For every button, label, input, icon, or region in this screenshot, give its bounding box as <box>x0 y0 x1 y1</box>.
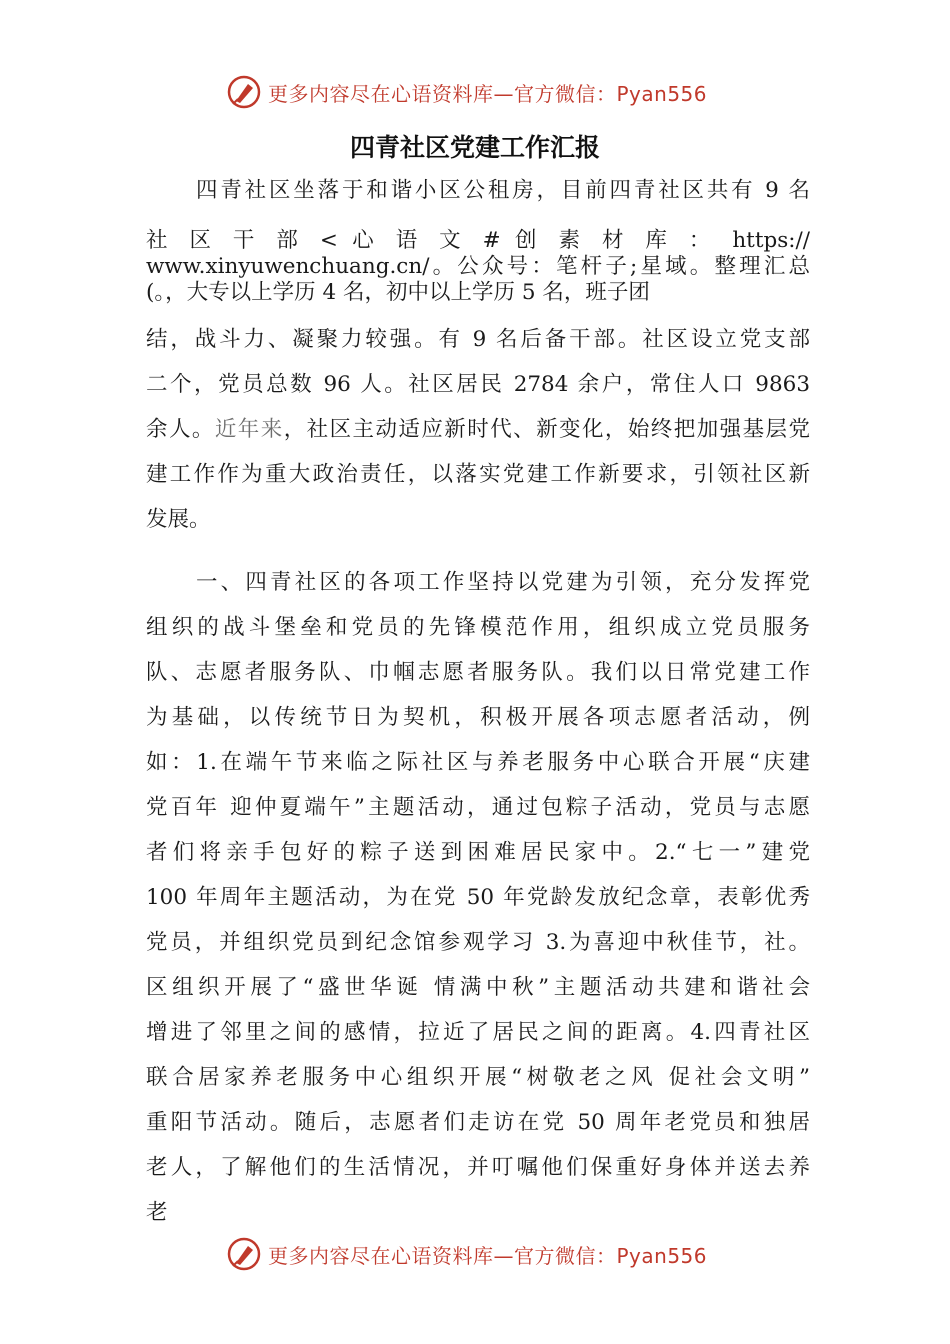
page-title: 四青社区党建工作汇报 <box>349 133 600 162</box>
text-line: 四青社区坐落于和谐小区公租房，目前四青社区共有 9 名 <box>196 178 810 203</box>
footer-watermark <box>0 1232 950 1276</box>
text-line: 队、志愿者服务队、巾帼志愿者服务队。我们以日常党建工作 <box>146 660 810 685</box>
text-line: 重阳节活动。随后，志愿者们走访在党 50 周年老党员和独居 <box>146 1110 810 1135</box>
text-segment-muted: 近年来 <box>214 417 284 442</box>
pen-nib-logo-icon <box>226 1236 262 1272</box>
text-segment: 余人。 <box>146 417 215 442</box>
text-line: 如：1.在端午节来临之际社区与养老服务中心联合开展“庆建 <box>146 750 810 775</box>
text-line: 区组织开展了“盛世华诞 情满中秋”主题活动共建和谐社会 <box>146 975 810 1000</box>
watermark-text: 更多内容尽在心语资料库—官方微信：Pyan556 <box>268 81 708 106</box>
text-line: (。，大专以上学历 4 名，初中以上学历 5 名，班子团 <box>146 280 650 305</box>
watermark-text: 更多内容尽在心语资料库—官方微信：Pyan556 <box>268 1243 708 1268</box>
pen-nib-logo-icon <box>226 74 262 110</box>
text-line: 党百年 迎仲夏端午”主题活动，通过包粽子活动，党员与志愿 <box>146 795 810 820</box>
text-segment: ，社区主动适应新时代、新变化，始终把加强基层党 <box>283 417 810 442</box>
text-line: 组织的战斗堡垒和党员的先锋模范作用，组织成立党员服务 <box>146 615 810 640</box>
text-line: 发展。 <box>146 507 211 532</box>
text-line: 者们将亲手包好的粽子送到困难居民家中。2.“七一”建党 <box>146 840 810 865</box>
text-line <box>146 415 810 445</box>
text-line: 二个，党员总数 96 人。社区居民 2784 余户，常住人口 9863 <box>146 372 810 397</box>
text-line: www.xinyuwenchuang.cn/。公众号：笔杆子;星域。整理汇总 <box>146 254 810 279</box>
text-line: 建工作作为重大政治责任，以落实党建工作新要求，引领社区新 <box>146 462 810 487</box>
header-watermark <box>0 70 950 114</box>
text-line: 一、四青社区的各项工作坚持以党建为引领，充分发挥党 <box>196 570 810 595</box>
text-line: 老人，了解他们的生活情况，并叮嘱他们保重好身体并送去养 <box>146 1155 810 1180</box>
text-line: 结，战斗力、凝聚力较强。有 9 名后备干部。社区设立党支部 <box>146 327 810 352</box>
text-line: 100 年周年主题活动，为在党 50 年党龄发放纪念章，表彰优秀 <box>146 885 810 910</box>
text-line: 为基础，以传统节日为契机，积极开展各项志愿者活动，例 <box>146 705 810 730</box>
text-line: 老 <box>146 1200 168 1225</box>
text-line: 党员，并组织党员到纪念馆参观学习 3.为喜迎中秋佳节，社。 <box>146 930 810 955</box>
text-line: 联合居家养老服务中心组织开展“树敬老之风 促社会文明” <box>146 1065 810 1090</box>
text-line: 社 区 干 部 < 心 语 文 # 创 素 材 库 ： https:// <box>146 228 810 253</box>
text-line: 增进了邻里之间的感情，拉近了居民之间的距离。4.四青社区 <box>146 1020 810 1045</box>
